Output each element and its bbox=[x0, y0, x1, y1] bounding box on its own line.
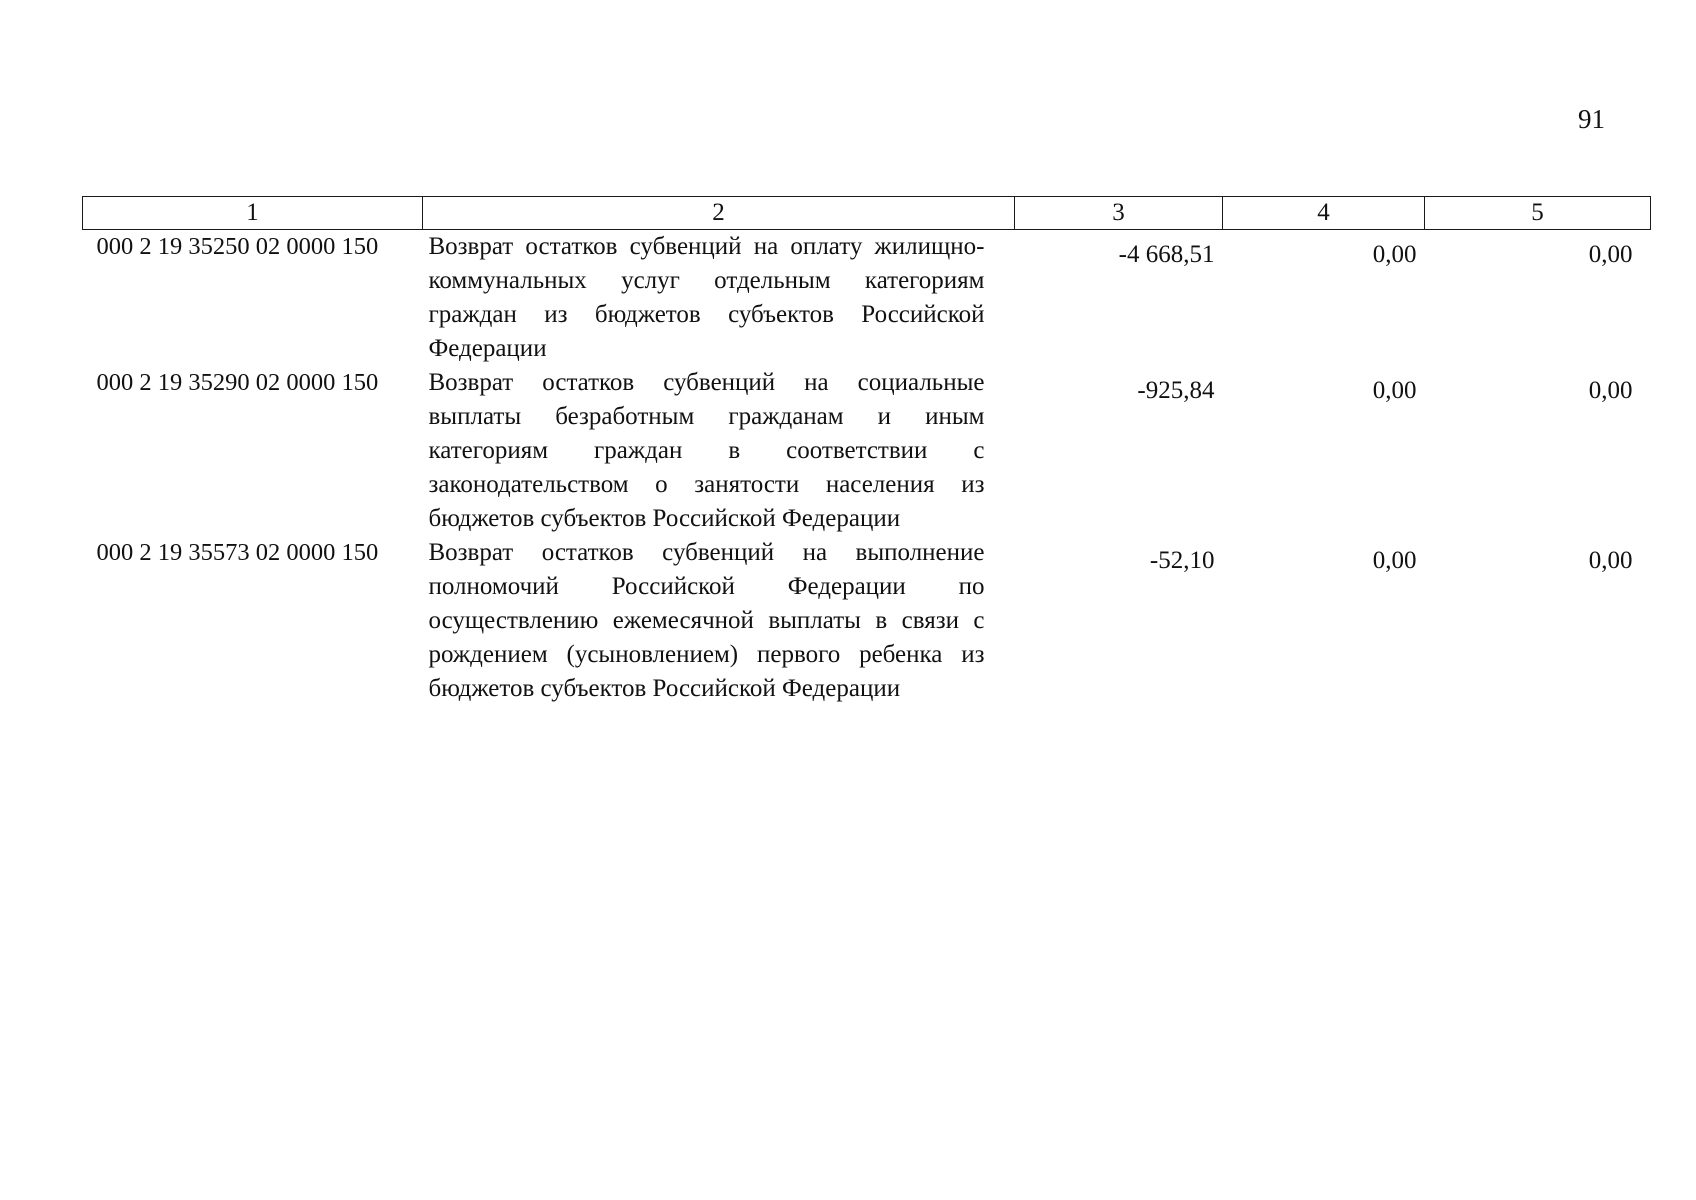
header-col-5: 5 bbox=[1425, 197, 1651, 230]
page-number: 91 bbox=[1578, 104, 1605, 134]
row-description: Возврат остатков субвенций на выполнение полномочий Российской Федерации по осуществлению ежемесячной выплаты в связи с рождением (усыновлением) первого ребенка из бюджетов субъектов Российской Федерации bbox=[428, 539, 985, 702]
budget-code: 000 2 19 35290 02 0000 150 bbox=[96, 369, 379, 396]
table-header bbox=[83, 197, 1651, 230]
table-row bbox=[83, 230, 1651, 367]
row-description: Возврат остатков субвенций на оплату жилищно-коммунальных услуг отдельным категориям граждан из бюджетов субъектов Российской Федерации bbox=[428, 233, 985, 362]
value-col-4: 0,00 bbox=[1372, 547, 1417, 574]
value-col-5: 0,00 bbox=[1588, 547, 1633, 574]
budget-table bbox=[82, 196, 1651, 706]
row-description: Возврат остатков субвенций на социальные выплаты безработным гражданам и иным категориям граждан в соответствии с законодательством о занятости населения из бюджетов субъектов Российской Федерации bbox=[428, 369, 985, 532]
header-row bbox=[83, 197, 1651, 230]
value-col-4: 0,00 bbox=[1372, 377, 1417, 404]
value-col-5: 0,00 bbox=[1588, 377, 1633, 404]
budget-code: 000 2 19 35573 02 0000 150 bbox=[96, 539, 379, 566]
header-col-1: 1 bbox=[83, 197, 423, 230]
header-col-4: 4 bbox=[1223, 197, 1425, 230]
value-col-4: 0,00 bbox=[1372, 241, 1417, 268]
table-row bbox=[83, 536, 1651, 706]
value-col-3: -925,84 bbox=[1137, 377, 1215, 404]
table-row bbox=[83, 366, 1651, 536]
table-body bbox=[83, 230, 1651, 707]
value-col-3: -52,10 bbox=[1149, 547, 1215, 574]
header-col-2: 2 bbox=[423, 197, 1015, 230]
value-col-3: -4 668,51 bbox=[1118, 241, 1215, 268]
value-col-5: 0,00 bbox=[1588, 241, 1633, 268]
budget-code: 000 2 19 35250 02 0000 150 bbox=[96, 233, 379, 260]
header-col-3: 3 bbox=[1015, 197, 1223, 230]
